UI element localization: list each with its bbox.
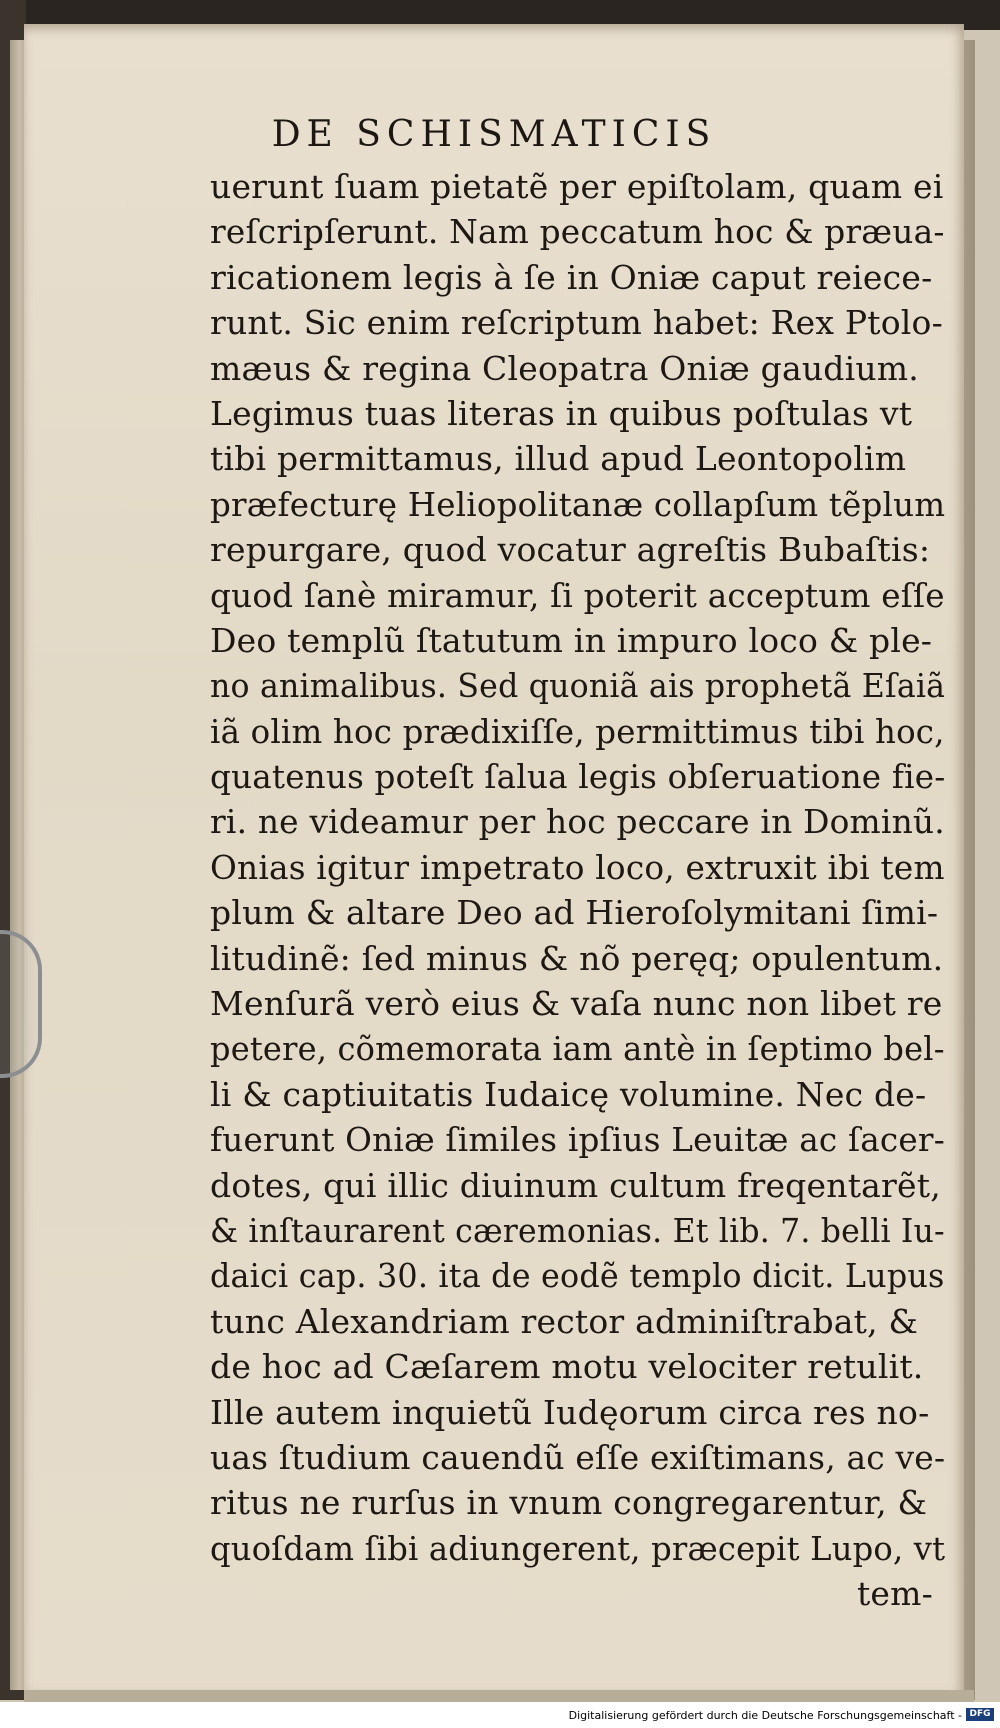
text-line: ri. ne videamur per hoc peccare in Dominũ. bbox=[210, 802, 945, 842]
text-line: Onias igitur impetrato loco, extruxit ibi tem bbox=[210, 847, 945, 887]
text-line: petere, cõmemorata iam antè in ſeptimo bel- bbox=[210, 1029, 945, 1069]
text-line: Legimus tuas literas in quibus poſtulas vt bbox=[210, 393, 913, 433]
text-line: dotes, qui illic diuinum cultum freqentarẽt, bbox=[210, 1165, 941, 1205]
funding-credit: Digitalisierung gefördert durch die Deutsche Forschungsgemeinschaft - bbox=[568, 1709, 962, 1722]
text-line: quatenus poteſt ſalua legis obſeruatione fie- bbox=[210, 757, 946, 797]
text-line: li & captiuitatis Iudaicę volumine. Nec de- bbox=[210, 1074, 927, 1114]
text-line: uas ſtudium cauendũ eſſe exiſtimans, ac ve- bbox=[210, 1437, 946, 1477]
book-edge-bottom bbox=[24, 1690, 974, 1702]
text-line: ricationem legis à ſe in Oniæ caput reiece- bbox=[210, 257, 933, 297]
metal-clip bbox=[0, 930, 42, 1078]
running-header: DE SCHISMATICIS bbox=[271, 114, 717, 155]
text-line: daici cap. 30. ita de eodẽ templo dicit. Lupus bbox=[210, 1256, 945, 1296]
text-line: Menſurã verò eius & vaſa nunc non libet re bbox=[210, 984, 943, 1024]
text-line: de hoc ad Cæſarem motu velociter retulit. bbox=[210, 1347, 924, 1387]
text-line: uerunt ſuam pietatẽ per epiſtolam, quam ei bbox=[210, 167, 944, 206]
text-line: reſcripſerunt. Nam peccatum hoc & præua- bbox=[210, 212, 945, 252]
text-line: & inſtaurarent cæremonias. Et lib. 7. belli Iu- bbox=[210, 1210, 945, 1250]
text-line: Deo templũ ſtatutum in impuro loco & ple- bbox=[210, 620, 933, 660]
body-text bbox=[210, 164, 945, 1617]
footer-bar bbox=[0, 1702, 1000, 1728]
text-line: repurgare, quod vocatur agreſtis Bubaſtis: bbox=[210, 530, 931, 570]
text-line: quoſdam ſibi adiungerent, præcepit Lupo, vt bbox=[210, 1528, 946, 1568]
text-line: plum & altare Deo ad Hieroſolymitani ſimi- bbox=[210, 893, 939, 933]
catchword: tem- bbox=[856, 1574, 933, 1614]
text-line: ritus ne rurſus in vnum congregarentur, & bbox=[210, 1483, 928, 1523]
text-line: iã olim hoc prædixiſſe, permittimus tibi hoc, bbox=[210, 711, 945, 751]
text-line: mæus & regina Cleopatra Oniæ gaudium. bbox=[210, 348, 919, 388]
text-line: Ille autem inquietũ Iudęorum circa res no- bbox=[210, 1392, 930, 1432]
text-line: tunc Alexandriam rector adminiſtrabat, & bbox=[210, 1301, 919, 1341]
text-line: tibi permittamus, illud apud Leontopolim bbox=[210, 439, 907, 479]
text-line: no animalibus. Sed quoniã ais prophetã Eſaiã bbox=[210, 666, 946, 706]
dfg-logo: DFG bbox=[966, 1708, 994, 1721]
text-line: quod ſanè miramur, ſi poterit acceptum eſſe bbox=[210, 575, 945, 615]
text-line: runt. Sic enim reſcriptum habet: Rex Ptolo- bbox=[210, 303, 943, 343]
book-page bbox=[24, 24, 964, 1694]
text-line: fuerunt Oniæ ſimiles ipſius Leuitæ ac ſacer- bbox=[210, 1120, 945, 1160]
text-line: præfecturę Heliopolitanæ collapſum tẽplum bbox=[210, 484, 946, 524]
text-line: litudinẽ: ſed minus & nõ peręq; opulentum. bbox=[210, 938, 944, 978]
